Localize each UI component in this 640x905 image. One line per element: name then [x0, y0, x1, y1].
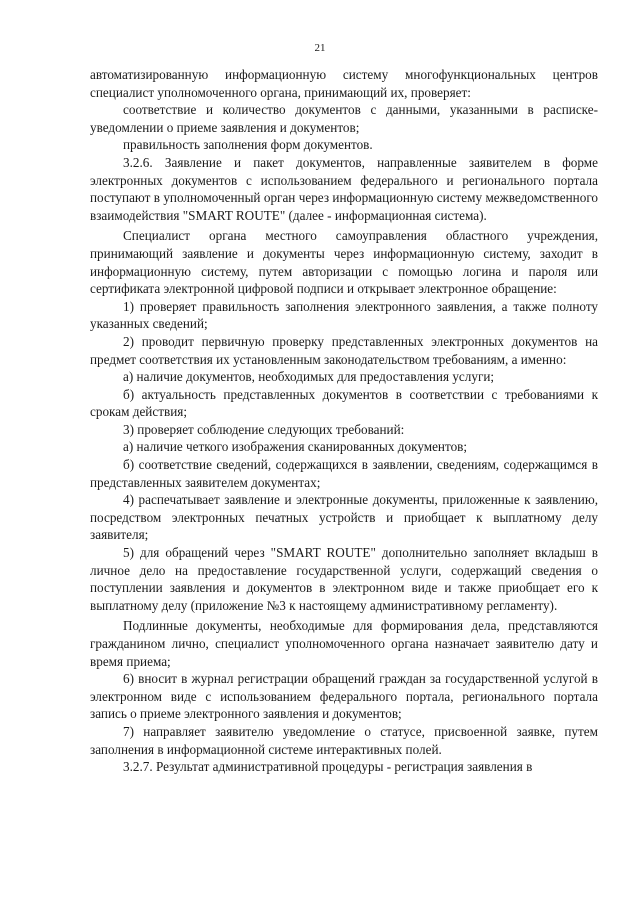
paragraph: 4) распечатывает заявление и электронные документы, приложенные к заявлению, посредством электронных печатных устройств и приобщает к выплатному делу заявителя;	[90, 492, 598, 543]
paragraph: б) соответствие сведений, содержащихся в заявлении, сведениям, содержащимся в представленных заявителем документах;	[90, 457, 598, 490]
paragraph: б) актуальность представленных документов в соответствии с требованиями к срокам действия;	[90, 386, 598, 420]
paragraph: 3) проверяет соблюдение следующих требований:	[123, 421, 405, 437]
paragraph: соответствие и количество документов с данными, указанными в расписке-уведомлении о приеме заявления и документов;	[90, 102, 598, 135]
page-number: 21	[314, 42, 326, 54]
paragraph: а) наличие четкого изображения сканированных документов;	[123, 439, 468, 455]
paragraph: Подлинные документы, необходимые для формирования дела, представляются гражданином лично, специалист уполномоченного органа назначает заявителю дату и время приема;	[90, 618, 598, 669]
paragraph: Специалист органа местного самоуправления областного учреждения, принимающий заявление и документы через информационную систему, заходит в информационную систему, путем авторизации с помощью логина и пароля или сертификата электронной цифровой подписи и открывает электронное обращение:	[90, 228, 598, 297]
paragraph: 3.2.7. Результат административной процедуры - регистрация заявления в	[123, 759, 533, 775]
paragraph: 7) направляет заявителю уведомление о статусе, присвоенной заявке, путем заполнения в информационной системе интерактивных полей.	[90, 723, 598, 757]
paragraph: 3.2.6. Заявление и пакет документов, направленные заявителем в форме электронных документов с использованием федерального и регионального портала поступают в уполномоченный орган через информационную систему межведомственного взаимодействия "SMART ROUTE" (далее - информационная система).	[90, 154, 598, 223]
paragraph: правильность заполнения форм документов.	[123, 137, 373, 153]
paragraph: 2) проводит первичную проверку представленных электронных документов на предмет соответствия их установленным законодательством требованиям, а именно:	[90, 333, 598, 367]
document-body	[90, 66, 598, 776]
paragraph: 6) вносит в журнал регистрации обращений граждан за государственной услугой в электронном виде с использованием федерального портала, регионального портала запись о приеме электронного заявления и документов;	[90, 671, 598, 722]
paragraph: автоматизированную информационную систему многофункциональных центров специалист уполномоченного органа, принимающий их, проверяет:	[90, 67, 598, 100]
paragraph: а) наличие документов, необходимых для предоставления услуги;	[123, 369, 495, 385]
paragraph: 5) для обращений через "SMART ROUTE" дополнительно заполняет вкладыш в личное дело на предоставление государственной услуги, содержащий сведения о поступлении заявления и документов в электронном виде и также приобщает его к выплатному делу (приложение №3 к настоящему административному регламенту).	[90, 545, 598, 613]
paragraph: 1) проверяет правильность заполнения электронного заявления, а также полноту указанных сведений;	[90, 298, 598, 332]
